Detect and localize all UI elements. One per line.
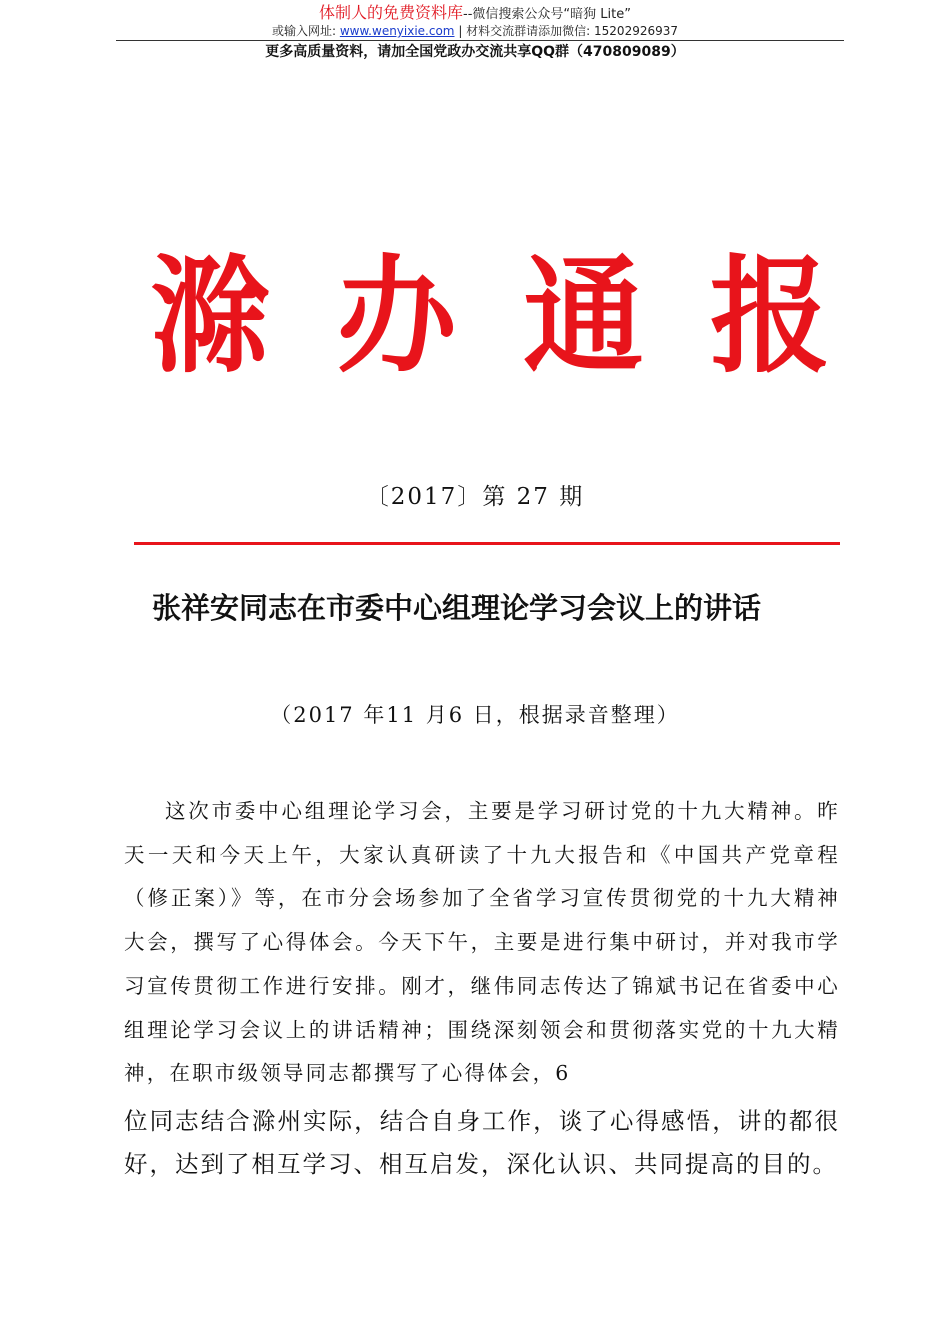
header-brand-suffix: --微信搜索公众号“暗狗 Lite” <box>463 7 631 22</box>
document-date: （2017 年11 月6 日，根据录音整理） <box>270 703 680 727</box>
masthead-char-3: 通 <box>523 244 644 391</box>
body-paragraph-1: 这次市委中心组理论学习会，主要是学习研讨党的十九大精神。昨天一天和今天上午，大家认真研读了十九大报告和《中国共产党章程（修正案）》等，在市分会场参加了全省学习宣传贯彻党的十九大精神大会，撰写了心得体会。今天下午，主要是进行集中研讨，并对我市学习宣传贯彻工作进行安排。刚才，继伟同志传达了锦斌书记在省委中心组理论学习会议上的讲话精神；围绕深刻领会和贯彻落实党的十九大精神，在职市级领导同志都撰写了心得体会，6 <box>124 799 840 1086</box>
header-contact: | 材料交流群请添加微信: 15202926937 <box>454 24 679 38</box>
document-body <box>124 790 840 1186</box>
issue-number: 〔2017〕第 27 期 <box>365 484 585 510</box>
document-title: 张祥安同志在市委中心组理论学习会议上的讲话 <box>152 591 762 625</box>
header-qq-line: 更多高质量资料，请加全国党政办交流共享QQ群（470809089） <box>265 44 685 60</box>
header-brand-line <box>0 4 950 24</box>
masthead-char-2: 办 <box>336 244 457 391</box>
red-divider <box>134 542 840 545</box>
header-url-line <box>0 23 950 39</box>
masthead-title <box>150 244 830 391</box>
masthead-char-4: 报 <box>709 244 830 391</box>
masthead-char-1: 滁 <box>150 244 270 391</box>
header-url-link[interactable]: www.wenyixie.com <box>339 24 455 38</box>
body-paragraph-2: 位同志结合滁州实际，结合自身工作，谈了心得感悟，讲的都很好，达到了相互学习、相互启发，深化认识、共同提高的目的。 <box>124 1106 840 1178</box>
header-url-prefix: 或输入网址: <box>271 24 340 38</box>
header-brand: 体制人的免费资料库 <box>319 3 464 22</box>
header-divider <box>116 40 844 41</box>
